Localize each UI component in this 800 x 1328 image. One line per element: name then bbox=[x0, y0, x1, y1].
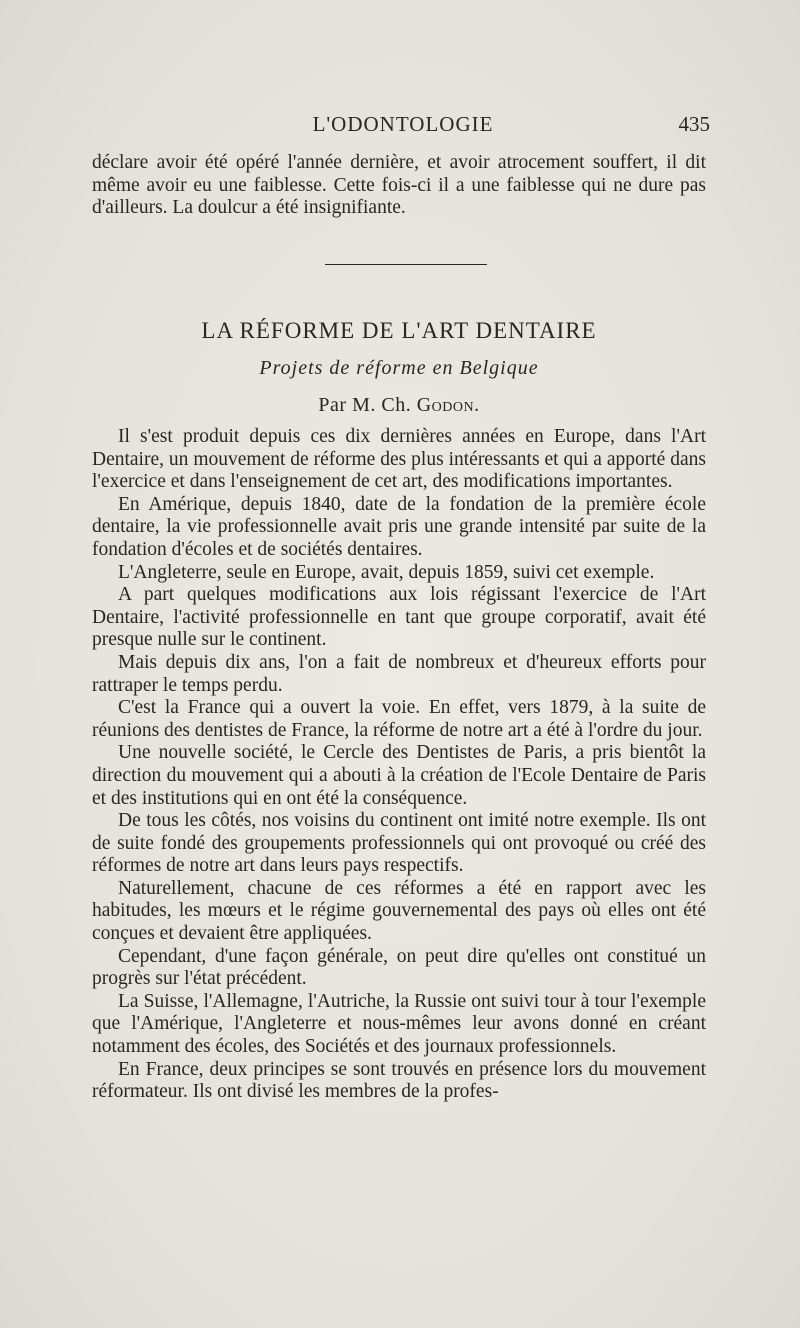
section-divider bbox=[325, 264, 487, 265]
running-title: L'ODONTOLOGIE bbox=[312, 112, 494, 136]
article-body bbox=[92, 426, 706, 1104]
paragraph: Naturellement, chacune de ces réformes a été en rapport avec les habitudes, les mœurs et le régime gouvernemental des pays où elles ont été conçues et devaient être appliquées. bbox=[92, 877, 706, 945]
page-header bbox=[96, 112, 710, 138]
paragraph: Il s'est produit depuis ces dix dernières années en Europe, dans l'Art Dentaire, un mouvement de réforme des plus intéressants et qui a apporté dans l'exercice et dans l'enseignement de cet art, des modifications importantes. bbox=[92, 426, 706, 493]
previous-text: déclare avoir été opéré l'année dernière, et avoir atrocement souffert, il dit même avoir eu une faiblesse. Cette fois-ci il a une faiblesse qui ne dure pas d'ailleurs. La doulcur a été insignifiante. bbox=[92, 152, 706, 219]
page-number: 435 bbox=[678, 112, 710, 136]
paragraph: Cependant, d'une façon générale, on peut dire qu'elles ont constitué un progrès sur l'état précédent. bbox=[92, 945, 706, 990]
article-byline bbox=[92, 394, 706, 417]
previous-article-ending bbox=[92, 152, 706, 220]
paragraph: L'Angleterre, seule en Europe, avait, depuis 1859, suivi cet exemple. bbox=[118, 561, 655, 583]
paragraph: Une nouvelle société, le Cercle des Dentistes de Paris, a pris bientôt la direction du mouvement qui a abouti à la création de l'Ecole Dentaire de Paris et des institutions qui en ont été la conséquence. bbox=[92, 742, 706, 809]
article-title: LA RÉFORME DE L'ART DENTAIRE bbox=[201, 318, 597, 343]
article-subtitle: Projets de réforme en Belgique bbox=[259, 357, 539, 379]
paragraph: En Amérique, depuis 1840, date de la fondation de la première école dentaire, la vie professionnelle avait pris une grande intensité par suite de la fondation d'écoles et de sociétés dentaires. bbox=[92, 493, 706, 560]
paragraph: A part quelques modifications aux lois régissant l'exercice de l'Art Dentaire, l'activité professionnelle en tant que groupe corporatif, avait été presque nulle sur le continent. bbox=[92, 584, 706, 651]
byline-author: Godon. bbox=[416, 394, 480, 416]
paragraph: C'est la France qui a ouvert la voie. En effet, vers 1879, à la suite de réunions des dentistes de France, la réforme de notre art a été à l'ordre du jour. bbox=[92, 697, 706, 741]
paragraph: Mais depuis dix ans, l'on a fait de nombreux et d'heureux efforts pour rattraper le temps perdu. bbox=[92, 651, 706, 696]
paragraph: La Suisse, l'Allemagne, l'Autriche, la Russie ont suivi tour à tour l'exemple que l'Amérique, l'Angleterre et nous-mêmes leur avons donné en créant notamment des écoles, des Sociétés et des journaux professionnels. bbox=[92, 990, 706, 1058]
byline-prefix: Par M. Ch. bbox=[318, 394, 412, 416]
paragraph: De tous les côtés, nos voisins du continent ont imité notre exemple. Ils ont de suite fondé des groupements professionnels qui ont provoqué ou créé des réformes de notre art dans leurs pays respectifs. bbox=[92, 810, 706, 877]
paragraph: En France, deux principes se sont trouvés en présence lors du mouvement réformateur. Ils ont divisé les membres de la profes- bbox=[92, 1058, 706, 1103]
